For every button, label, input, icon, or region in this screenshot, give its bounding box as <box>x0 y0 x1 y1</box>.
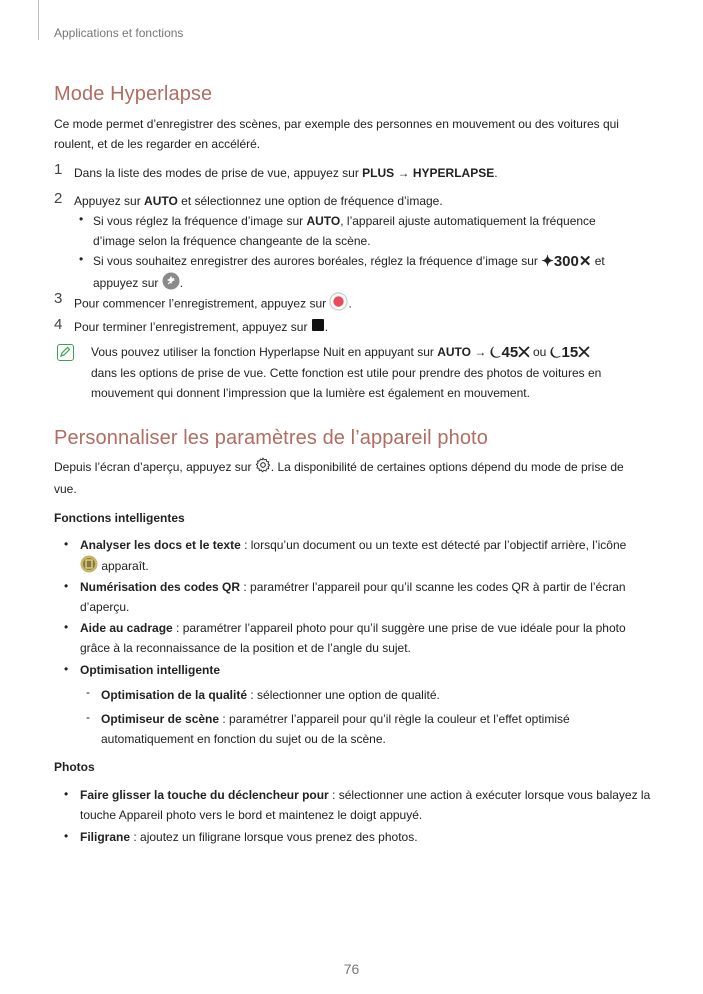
bullet-dot: • <box>64 662 69 676</box>
stop-icon <box>311 318 325 338</box>
bullet-1-line-2: d’image selon la fréquence changeante de la scène. <box>93 234 371 248</box>
page-number: 76 <box>343 961 360 977</box>
auto-label: AUTO <box>144 194 178 208</box>
bullet-dot: • <box>79 252 84 266</box>
settings-title: Personnaliser les paramètres de l’appareil photo <box>54 427 488 449</box>
smart-item-optim-label: Optimisation intelligente <box>80 663 221 677</box>
step-2-pre: Appuyez sur <box>74 194 145 208</box>
scan-document-icon <box>80 555 98 579</box>
smart-item-docs-label: Analyser les docs et le texte <box>80 538 241 552</box>
step-1-pre: Dans la liste des modes de prise de vue, appuyez sur <box>74 166 363 180</box>
hyperlapse-title: Mode Hyperlapse <box>54 83 213 105</box>
smart-item-framing-label: Aide au cadrage <box>80 621 173 635</box>
note-mid: ou <box>529 345 550 359</box>
smart-item-docs <box>80 535 626 579</box>
bullet-dot: • <box>64 787 69 801</box>
note-pencil-icon <box>57 344 74 361</box>
hyperlapse-intro <box>54 114 619 154</box>
note-line-2: dans les options de prise de vue. Cette fonction est utile pour prendre des photos de voitures en <box>91 366 602 380</box>
gear-icon <box>255 457 271 479</box>
photos-item-watermark-desc: : ajoutez un filigrane lorsque vous prenez des photos. <box>130 830 418 844</box>
aurora-300x-badge: ✦300✕ <box>541 253 592 270</box>
smart-item-framing-desc: : paramétrer l’appareil photo pour qu’il suggère une prise de vue idéale pour la photo <box>172 621 626 635</box>
photos-item-watermark <box>80 827 418 847</box>
bullet-dot: • <box>79 212 84 226</box>
note-pre: Vous pouvez utiliser la fonction Hyperlapse Nuit en appuyant sur <box>91 345 438 359</box>
bullet-dot: • <box>64 620 69 634</box>
arrow: → <box>470 345 490 359</box>
smart-item-docs-line-2: apparaît. <box>98 559 149 574</box>
dash: - <box>86 685 90 699</box>
settings-intro-post: . La disponibilité de certaines options dépend du mode de prise de <box>270 460 624 475</box>
step-4-post: . <box>324 320 329 334</box>
step-3-text <box>74 292 352 317</box>
step-1-text <box>74 163 498 183</box>
photos-item-shutter <box>80 785 650 825</box>
step-1-number: 1 <box>54 161 63 178</box>
optim-quality-desc: : sélectionner une option de qualité. <box>247 688 440 702</box>
step-3-pre: Pour commencer l’enregistrement, appuyez sur <box>74 296 330 311</box>
photos-item-shutter-desc: : sélectionner une action à exécuter lorsque vous balayez la <box>328 788 651 802</box>
bullet-1-text <box>93 211 596 251</box>
bullet-1-pre: Si vous réglez la fréquence d’image sur <box>93 214 307 228</box>
photos-item-watermark-label: Filigrane <box>80 830 131 844</box>
smart-item-qr <box>80 577 626 617</box>
bullet-2-pre: Si vous souhaitez enregistrer des aurores boréales, réglez la fréquence d’image sur <box>93 254 542 268</box>
bullet-1-post: , l’appareil ajuste automatiquement la fréquence <box>340 214 596 228</box>
photos-item-shutter-line-2: touche Appareil photo vers le bord et maintenez le doigt appuyé. <box>80 808 423 822</box>
optim-scene-label: Optimiseur de scène <box>101 712 220 726</box>
smart-features-heading: Fonctions intelligentes <box>54 511 185 525</box>
optim-scene <box>101 709 570 749</box>
intro-line-1: Ce mode permet d’enregistrer des scènes, par exemple des personnes en mouvement ou des voitures qui <box>54 117 619 131</box>
arrow: → <box>394 166 413 180</box>
auto-label: AUTO <box>437 345 471 359</box>
dash: - <box>86 710 90 724</box>
bullet-dot: • <box>64 579 69 593</box>
step-3-post: . <box>348 296 352 311</box>
settings-intro-pre: Depuis l’écran d’aperçu, appuyez sur <box>54 460 255 475</box>
hyperlapse-label: HYPERLAPSE <box>412 166 495 180</box>
bullet-2-text <box>93 251 605 296</box>
step-2-text <box>74 191 443 211</box>
photos-item-shutter-label: Faire glisser la touche du déclencheur pour <box>80 788 329 802</box>
smart-item-optim <box>80 660 220 680</box>
bullet-2-post: et <box>591 254 605 268</box>
optim-scene-desc: : paramétrer l’appareil pour qu’il règle la couleur et l’effet optimisé <box>219 712 570 726</box>
smart-item-qr-desc: : paramétrer l’appareil pour qu’il scanne les codes QR à partir de l’écran <box>240 580 626 594</box>
bullet-dot: • <box>64 537 69 551</box>
auto-label: AUTO <box>306 214 341 228</box>
smart-item-qr-label: Numérisation des codes QR <box>80 580 241 594</box>
night-45x-badge: ⏾45✕ <box>489 344 530 361</box>
step-4-text <box>74 317 328 338</box>
smart-item-docs-desc: : lorsqu’un document ou un texte est détecté par l’objectif arrière, l’icône <box>240 538 627 552</box>
plus-label: PLUS <box>362 166 395 180</box>
note-line-3: mouvement qui donnent l’impression que la lumière est également en mouvement. <box>91 386 530 400</box>
step-4-number: 4 <box>54 316 63 333</box>
smart-item-framing <box>80 618 626 658</box>
settings-intro-line-2: vue. <box>54 482 77 496</box>
record-icon <box>329 292 348 317</box>
intro-line-2: roulent, et de les regarder en accéléré. <box>54 137 261 151</box>
step-1-post: . <box>494 166 498 180</box>
smart-item-framing-line-2: grâce à la reconnaissance de la position et de l’angle du sujet. <box>80 641 411 655</box>
bullet-dot: • <box>64 829 69 843</box>
smart-item-qr-line-2: d’aperçu. <box>80 600 130 614</box>
optim-quality <box>101 685 440 705</box>
optim-quality-label: Optimisation de la qualité <box>101 688 248 702</box>
step-4-pre: Pour terminer l’enregistrement, appuyez sur <box>74 320 311 334</box>
photos-heading: Photos <box>54 760 95 774</box>
header-divider <box>38 0 39 40</box>
section-header: Applications et fonctions <box>54 26 184 40</box>
settings-intro <box>54 457 624 499</box>
bullet-2-line2-pre: appuyez sur <box>93 276 162 291</box>
step-2-number: 2 <box>54 190 63 207</box>
step-3-number: 3 <box>54 290 63 307</box>
bullet-2-line2-post: . <box>179 276 184 291</box>
note-text <box>91 342 601 403</box>
night-15x-badge: ⏾15✕ <box>549 344 590 361</box>
step-2-post: et sélectionnez une option de fréquence d’image. <box>177 194 443 208</box>
optim-scene-line-2: automatiquement en fonction du sujet ou de la scène. <box>101 732 386 746</box>
